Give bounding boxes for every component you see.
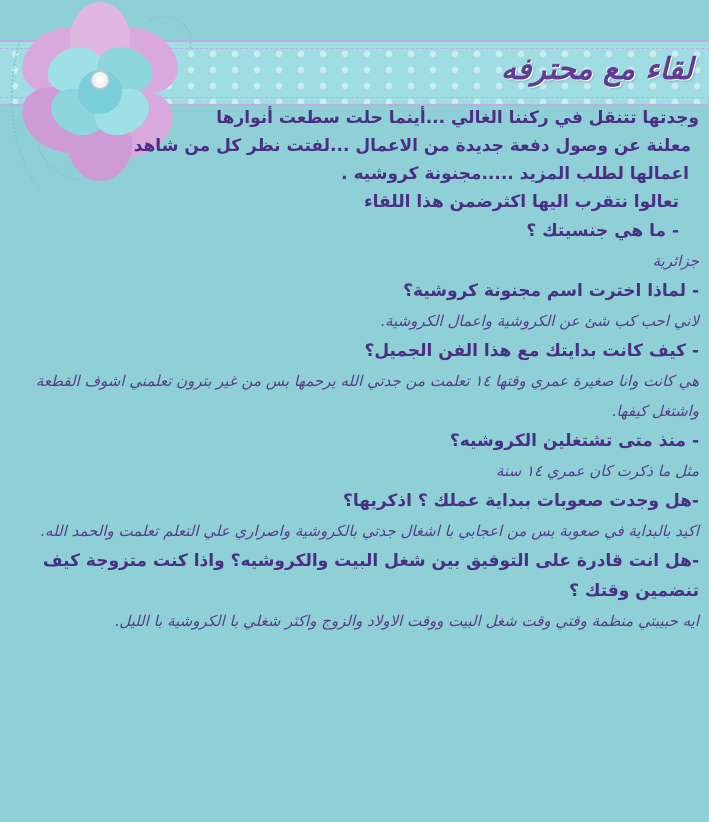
intro-line: اعمالها لطلب المزيد .....مجنونة كروشيه . [341,164,689,184]
answer: اكيد بالبداية في صعوبة بس من اعجابي با اشغال جدتي بالكروشية واصراري علي التعلم تعلمت والحمد الله. [40,522,699,540]
question: -هل انت قادرة على التوفيق بين شغل البيت والكروشيه؟ واذا كنت متزوجة كيف تنضمين وقتك ؟ [42,551,699,601]
answer: مثل ما ذكرت كان عمري ١٤ سنة [496,462,699,480]
intro-line: وجدتها تتنقل في ركننا الغالي ...أينما حلت سطعت أنوارها [216,108,699,128]
question: -هل وجدت صعوبات ببداية عملك ؟ اذكريها؟ [343,491,699,511]
answer: لاني احب كب شئ عن الكروشية واعمال الكروشية. [380,312,699,330]
answer: جزائرية [652,252,699,270]
answer: ايه حبيبتي منظمة وقتي وقت شغل البيت ووقت الاولاد والزوج واكثر شغلي با الكروشية با الليل. [114,612,699,630]
interview-content [9,104,699,636]
intro-line: معلنة عن وصول دفعة جديدة من الاعمال ...لفتت نظر كل من شاهد [133,136,691,156]
question: - منذ متى تشتغلين الكروشيه؟ [449,431,699,451]
page-title: لقاء مع محترفه [501,52,693,87]
answer: هي كانت وانا صغيرة عمري وقتها ١٤ تعلمت من جدتي الله يرحمها بس من غير بترون تعلمني اشوف القطعة واشتغل كيفها. [35,372,699,420]
intro-line: تعالوا نتقرب اليها اكثرضمن هذا اللقاء [363,192,679,212]
question: - ما هي جنسيتك ؟ [526,221,679,241]
question: - كيف كانت بدايتك مع هذا الفن الجميل؟ [364,341,699,361]
question: - لماذا اخترت اسم مجنونة كروشية؟ [403,281,699,301]
